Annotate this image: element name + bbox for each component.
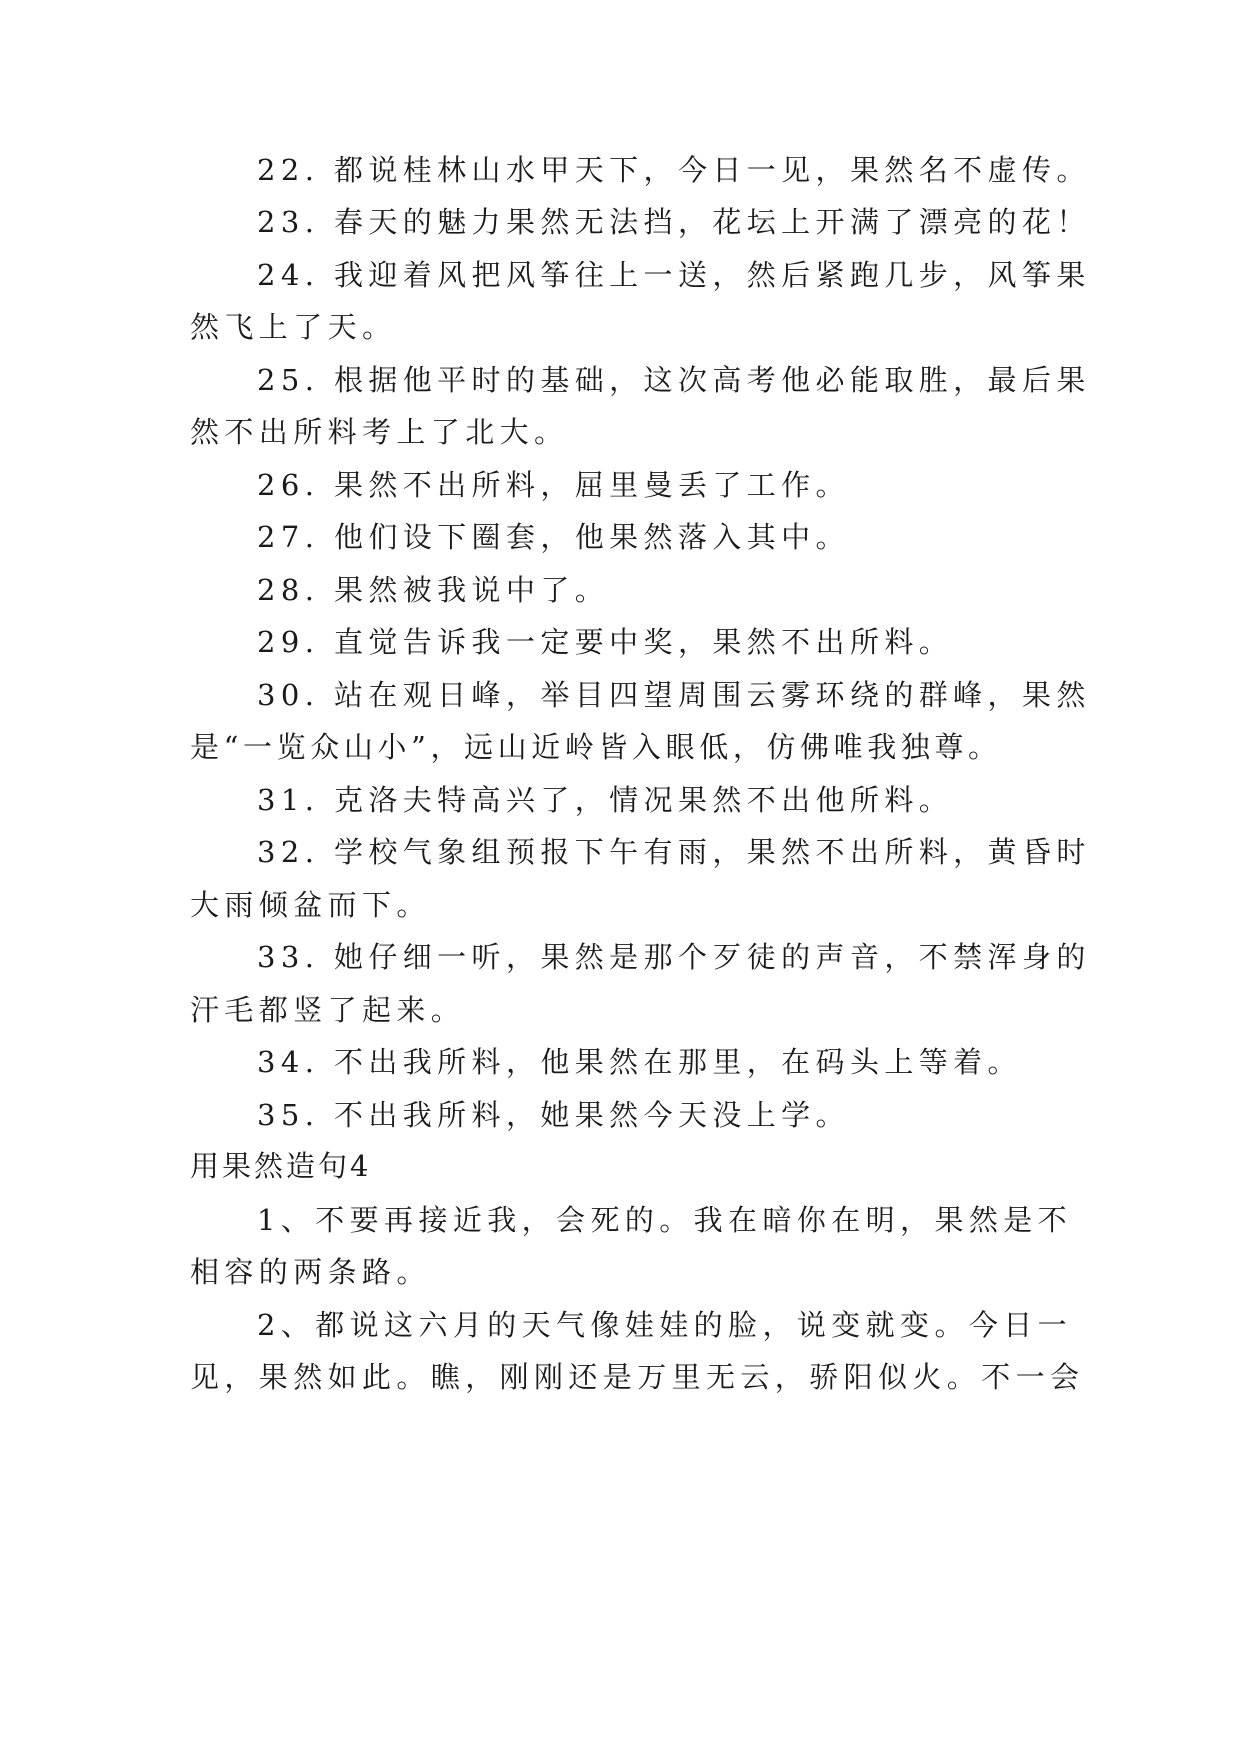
sentence-25-continuation: 然不出所料考上了北大。 xyxy=(190,415,569,449)
sentence-33: 33. 她仔细一听，果然是那个歹徒的声音，不禁浑身的 xyxy=(257,940,1091,974)
sentence-30-continuation: 是“一览众山小”，远山近岭皆入眼低，仿佛唯我独尊。 xyxy=(190,730,1002,764)
sentence-26: 26. 果然不出所料，屈里曼丢了工作。 xyxy=(257,468,850,502)
sentence-24-continuation: 然飞上了天。 xyxy=(190,310,397,344)
sentence-31: 31. 克洛夫特高兴了，情况果然不出他所料。 xyxy=(257,783,954,817)
section-sentence-1: 1、不要再接近我，会死的。我在暗你在明，果然是不 xyxy=(257,1203,1073,1237)
sentence-32-continuation: 大雨倾盆而下。 xyxy=(190,888,431,922)
sentence-34: 34. 不出我所料，他果然在那里，在码头上等着。 xyxy=(257,1045,1022,1079)
sentence-33-continuation: 汗毛都竖了起来。 xyxy=(190,993,466,1027)
sentence-23: 23. 春天的魅力果然无法挡，花坛上开满了漂亮的花！ xyxy=(257,205,1091,239)
sentence-27: 27. 他们设下圈套，他果然落入其中。 xyxy=(257,520,850,554)
sentence-29: 29. 直觉告诉我一定要中奖，果然不出所料。 xyxy=(257,625,954,659)
sentence-35: 35. 不出我所料，她果然今天没上学。 xyxy=(257,1098,850,1132)
sentence-32: 32. 学校气象组预报下午有雨，果然不出所料，黄昏时 xyxy=(257,835,1091,869)
section-title: 用果然造句4 xyxy=(190,1149,372,1183)
sentence-30: 30. 站在观日峰，举目四望周围云雾环绕的群峰，果然 xyxy=(257,678,1091,712)
sentence-25: 25. 根据他平时的基础，这次高考他必能取胜，最后果 xyxy=(257,363,1091,397)
section-sentence-1-continuation: 相容的两条路。 xyxy=(190,1255,431,1289)
sentence-24: 24. 我迎着风把风筝往上一送，然后紧跑几步，风筝果 xyxy=(257,258,1091,292)
section-sentence-2: 2、都说这六月的天气像娃娃的脸，说变就变。今日一 xyxy=(257,1308,1073,1342)
section-sentence-2-continuation: 见，果然如此。瞧，刚刚还是万里无云，骄阳似火。不一会 xyxy=(190,1360,1085,1394)
sentence-22: 22. 都说桂林山水甲天下，今日一见，果然名不虚传。 xyxy=(257,153,1091,187)
sentence-28: 28. 果然被我说中了。 xyxy=(257,573,610,607)
